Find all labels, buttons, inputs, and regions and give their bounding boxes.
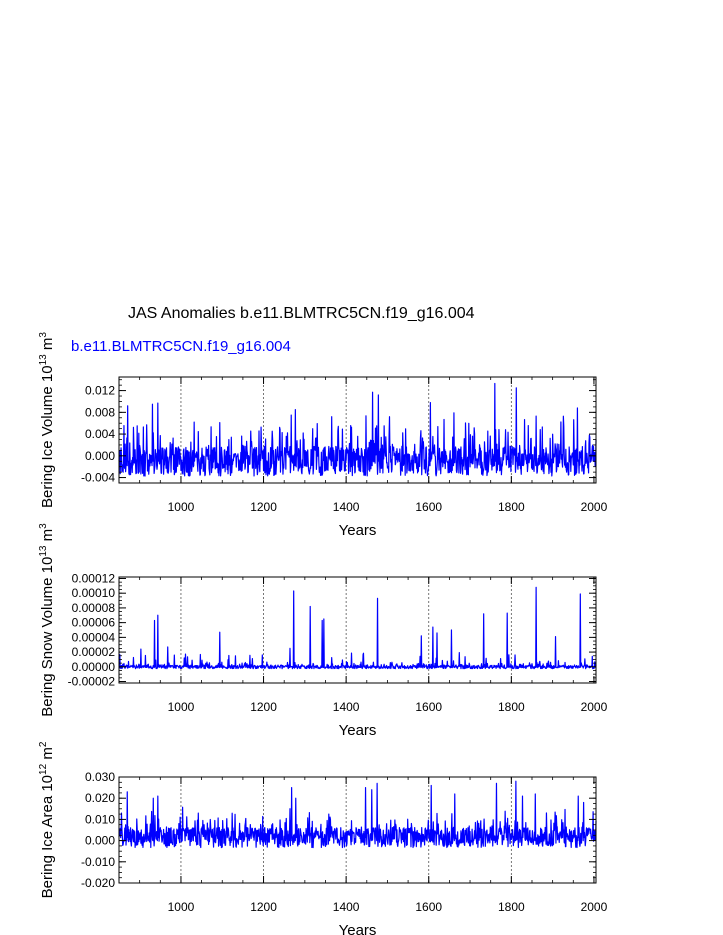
x-tick-label: 1600: [415, 900, 443, 914]
y-tick-label: 0.00000: [71, 659, 115, 674]
x-tick-label: 1600: [415, 500, 443, 514]
panel-snow-volume: [38, 523, 608, 739]
x-tick-label: 1200: [250, 900, 277, 914]
y-tick-label: 0.012: [84, 383, 115, 398]
x-tick-label: 1200: [250, 500, 277, 514]
x-tick-label: 1400: [332, 500, 360, 514]
x-axis-label: Years: [338, 722, 377, 739]
y-tick-label: 0.000: [84, 448, 115, 463]
y-tick-label: 0.030: [84, 770, 115, 784]
y-tick-label: 0.00010: [71, 586, 115, 601]
x-axis-label: Years: [338, 522, 377, 539]
x-tick-label: 2000: [580, 500, 608, 514]
y-tick-label: 0.00002: [71, 645, 115, 660]
y-axis-label: Bering Snow Volume $10^{13}$ $m^3$: [38, 523, 56, 717]
y-axis-label: Bering Ice Area $10^{12}$ $m^2$: [38, 741, 56, 899]
y-tick-label: 0.010: [84, 812, 115, 827]
y-tick-label: 0.008: [84, 405, 115, 420]
x-tick-label: 1000: [167, 500, 195, 514]
y-tick-label: -0.00002: [67, 674, 115, 689]
x-tick-label: 2000: [580, 700, 608, 714]
y-tick-label: 0.020: [84, 791, 115, 806]
y-axis-label: Bering Ice Volume $10^{13}$ $m^3$: [38, 332, 56, 508]
series-line: [119, 587, 596, 668]
chart-title: JAS Anomalies b.e11.BLMTRC5CN.f19_g16.004: [128, 305, 475, 322]
panel-ice-area: [38, 741, 608, 935]
x-tick-label: 1800: [497, 700, 525, 714]
x-tick-label: 1000: [167, 900, 195, 914]
y-tick-label: 0.004: [84, 427, 115, 442]
series-line: [119, 781, 596, 847]
x-tick-label: 1400: [332, 900, 360, 914]
panel-ice-volume: [38, 332, 608, 539]
x-axis-label: Years: [338, 922, 377, 935]
x-tick-label: 1200: [250, 700, 277, 714]
y-tick-label: 0.00008: [71, 600, 115, 615]
y-tick-label: -0.004: [80, 470, 115, 485]
y-tick-label: 0.00006: [71, 615, 115, 630]
x-tick-label: 2000: [580, 900, 608, 914]
y-tick-label: 0.00004: [71, 630, 115, 645]
series-line: [119, 384, 596, 477]
y-tick-label: 0.000: [84, 833, 115, 848]
y-tick-label: -0.020: [80, 876, 115, 890]
series-case-label: b.e11.BLMTRC5CN.f19_g16.004: [71, 338, 291, 355]
x-tick-label: 1000: [167, 700, 195, 714]
x-tick-label: 1600: [415, 700, 443, 714]
y-tick-label: 0.00012: [71, 571, 115, 586]
x-tick-label: 1400: [332, 700, 360, 714]
x-tick-label: 1800: [497, 900, 525, 914]
y-tick-label: -0.010: [80, 854, 115, 869]
x-tick-label: 1800: [497, 500, 525, 514]
